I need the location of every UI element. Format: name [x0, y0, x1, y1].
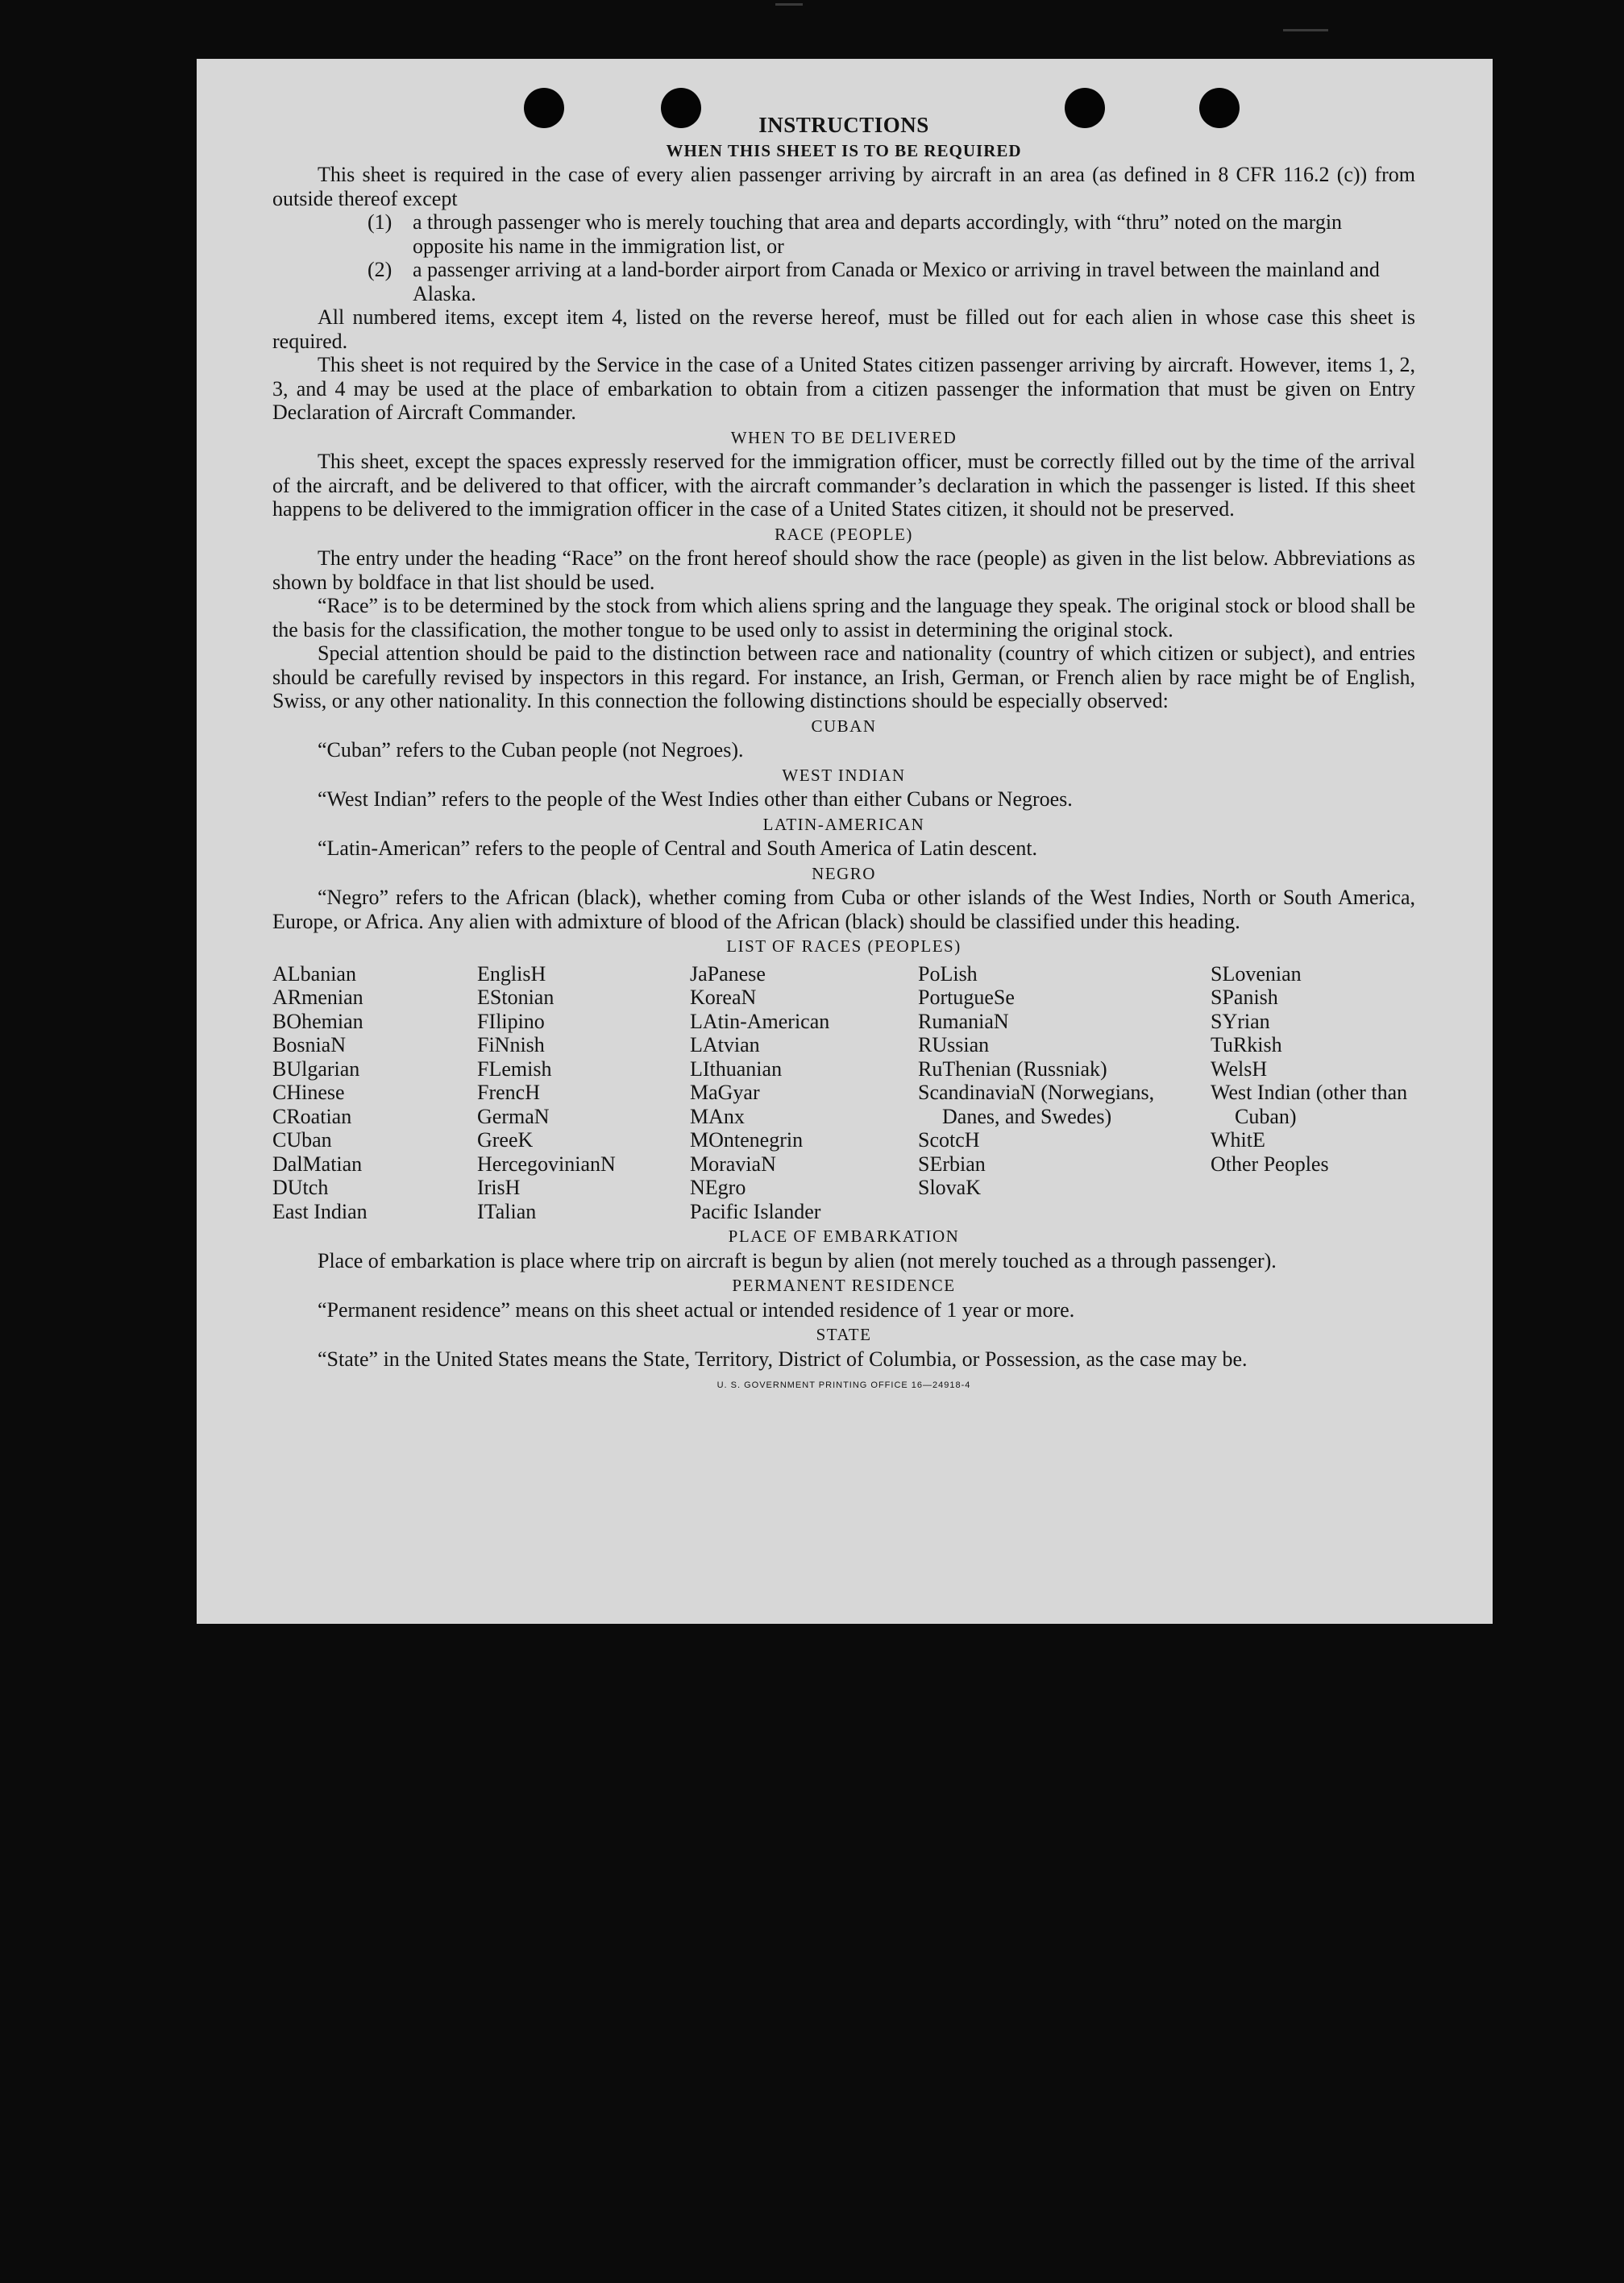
race-entry: GreeK	[477, 1128, 534, 1152]
race-para-1: The entry under the heading “Race” on the front hereof should show the race (people) as given in the list below. Abbreviations as shown by boldface in that list should be used.	[272, 546, 1415, 594]
embarkation-text: Place of embarkation is place where trip on aircraft is begun by alien (not merely touched as a through passenger).	[318, 1248, 1277, 1272]
state-text: “State” in the United States means the State, Territory, District of Columbia, or Possession, as the case may be.	[318, 1347, 1248, 1371]
race-entry: DUtch	[272, 1176, 329, 1199]
race-entry: DalMatian	[272, 1152, 363, 1176]
heading-delivered: WHEN TO BE DELIVERED	[730, 427, 957, 447]
race-entry: HercegovinianN	[477, 1152, 616, 1176]
race-entry: West Indian (other than Cuban)	[1211, 1081, 1408, 1128]
race-entry: LAtvian	[690, 1033, 760, 1056]
race-entry: CUban	[272, 1128, 332, 1152]
west-indian-text: “West Indian” refers to the people of the West Indies other than either Cubans or Negroes.	[318, 787, 1073, 811]
delivered-para: This sheet, except the spaces expressly reserved for the immigration officer, must be correctly filled out by the time of the arrival of the aircraft, and be delivered to that officer, with the aircraft commander’s declaration in which the passenger is listed. If this sheet happens to be delivered to the immigration officer in the case of a United States citizen, it should not be preserved.	[272, 450, 1415, 521]
race-entry: WelsH	[1211, 1056, 1268, 1081]
race-entry: BUlgarian	[272, 1056, 360, 1081]
item-text: a passenger arriving at a land-border airport from Canada or Mexico or arriving in travel between the mainland and Alaska.	[413, 258, 1380, 305]
heading-negro: NEGRO	[812, 863, 876, 883]
heading-race-list: LIST OF RACES (PEOPLES)	[726, 936, 962, 956]
race-column-5	[1211, 962, 1415, 1224]
race-entry: ScandinaviaN (Norwegians, Danes, and Swedes)	[918, 1081, 1155, 1128]
instructions-body	[272, 114, 1415, 1398]
race-column-2	[477, 962, 690, 1224]
item-text: a through passenger who is merely touching that area and departs accordingly, with “thru” noted on the margin opposite his name in the immigration list, or	[413, 210, 1343, 258]
race-entry: SLovenian	[1211, 961, 1302, 986]
required-para-2: All numbered items, except item 4, listed on the reverse hereof, must be filled out for each alien in whose case this sheet is required.	[272, 305, 1415, 353]
heading-cuban: CUBAN	[811, 716, 877, 736]
race-entry: MaGyar	[690, 1081, 760, 1104]
race-entry: ITalian	[477, 1199, 537, 1223]
heading-latin-american: LATIN-AMERICAN	[762, 814, 925, 834]
required-para-3: This sheet is not required by the Service in the case of a United States citizen passenger arriving by aircraft. However, items 1, 2, 3, and 4 may be used at the place of embarkation to obtain from a citizen passenger the information that must be given on Entry Declaration of Aircraft Commander.	[272, 353, 1415, 424]
negro-text: “Negro” refers to the African (black), whether coming from Cuba or other islands of the West Indies, North or South America, Europe, or Africa. Any alien with admixture of blood of the African (black) should be classified under this heading.	[272, 886, 1415, 933]
race-entry: KoreaN	[690, 986, 757, 1009]
exception-item-1	[272, 210, 1415, 258]
heading-required: WHEN THIS SHEET IS TO BE REQUIRED	[666, 140, 1022, 160]
race-entry: PoLish	[918, 961, 978, 986]
race-para-2: “Race” is to be determined by the stock from which aliens spring and the language they speak. The original stock or blood shall be the basis for the classification, the mother tongue to be used only to assist in determining the original stock.	[272, 594, 1415, 641]
race-entry: Other Peoples	[1211, 1152, 1329, 1176]
race-entry: TuRkish	[1211, 1033, 1282, 1056]
race-para-3: Special attention should be paid to the distinction between race and nationality (country of which citizen or subject), and entries should be carefully revised by inspectors in this regard. For instance, an Irish, German, or French alien by race might be of English, Swiss, or any other nationality. In this connection the following distinctions should be especially observed:	[272, 641, 1415, 712]
race-entry: BOhemian	[272, 1009, 363, 1033]
heading-residence: PERMANENT RESIDENCE	[732, 1276, 956, 1295]
race-entry: FiNnish	[477, 1033, 545, 1056]
race-entry: East Indian	[272, 1199, 368, 1223]
item-number: (2)	[368, 258, 393, 281]
race-entry: ScotcH	[918, 1128, 980, 1152]
race-entry: EStonian	[477, 986, 554, 1009]
race-entry: NEgro	[690, 1176, 746, 1199]
race-entry: LIthuanian	[690, 1056, 783, 1081]
race-entry: LAtin-American	[690, 1009, 830, 1033]
heading-state: STATE	[816, 1325, 872, 1344]
required-intro: This sheet is required in the case of every alien passenger arriving by aircraft in an area (as defined in 8 CFR 116.2 (c)) from outside thereof except	[272, 163, 1415, 210]
race-entry: SPanish	[1211, 986, 1278, 1009]
scan-speck	[1283, 29, 1328, 31]
race-entry: CHinese	[272, 1081, 345, 1104]
document-page	[197, 59, 1493, 1624]
race-entry: SErbian	[918, 1152, 986, 1176]
race-entry: CRoatian	[272, 1104, 352, 1128]
race-entry: IrisH	[477, 1176, 521, 1199]
race-entry: JaPanese	[690, 961, 766, 986]
residence-text: “Permanent residence” means on this sheet actual or intended residence of 1 year or more.	[318, 1297, 1075, 1322]
latin-american-text: “Latin-American” refers to the people of Central and South America of Latin descent.	[318, 836, 1038, 860]
page-title: INSTRUCTIONS	[758, 113, 929, 137]
race-entry: FLemish	[477, 1056, 552, 1081]
race-entry: Pacific Islander	[690, 1199, 821, 1223]
race-entry: ARmenian	[272, 986, 363, 1009]
scan-speck	[775, 3, 803, 6]
race-entry: FrencH	[477, 1081, 540, 1104]
race-entry: MAnx	[690, 1104, 745, 1128]
cuban-text: “Cuban” refers to the Cuban people (not Negroes).	[318, 738, 744, 762]
race-entry: ALbanian	[272, 961, 356, 986]
heading-west-indian: WEST INDIAN	[782, 765, 906, 785]
item-number: (1)	[368, 210, 393, 234]
race-entry: RuThenian (Russniak)	[918, 1056, 1107, 1081]
race-list	[272, 962, 1415, 1224]
race-entry: FIlipino	[477, 1009, 545, 1033]
race-entry: EnglisH	[477, 961, 546, 986]
race-entry: BosniaN	[272, 1033, 346, 1056]
race-entry: MOntenegrin	[690, 1128, 804, 1152]
race-entry: WhitE	[1211, 1128, 1265, 1152]
race-entry: RumaniaN	[918, 1009, 1009, 1033]
race-entry: SlovaK	[918, 1176, 981, 1199]
race-entry: GermaN	[477, 1104, 550, 1128]
heading-race: RACE (PEOPLE)	[775, 524, 913, 544]
race-column-1	[272, 962, 477, 1224]
race-entry: MoraviaN	[690, 1152, 776, 1176]
race-column-4	[918, 962, 1211, 1224]
race-entry: SYrian	[1211, 1009, 1270, 1033]
printing-office-footer: U. S. GOVERNMENT PRINTING OFFICE 16—24918-4	[716, 1380, 971, 1390]
exception-item-2	[272, 258, 1415, 305]
race-entry: RUssian	[918, 1033, 990, 1056]
heading-embarkation: PLACE OF EMBARKATION	[728, 1227, 960, 1246]
race-column-3	[690, 962, 918, 1224]
race-entry: PortugueSe	[918, 986, 1015, 1009]
